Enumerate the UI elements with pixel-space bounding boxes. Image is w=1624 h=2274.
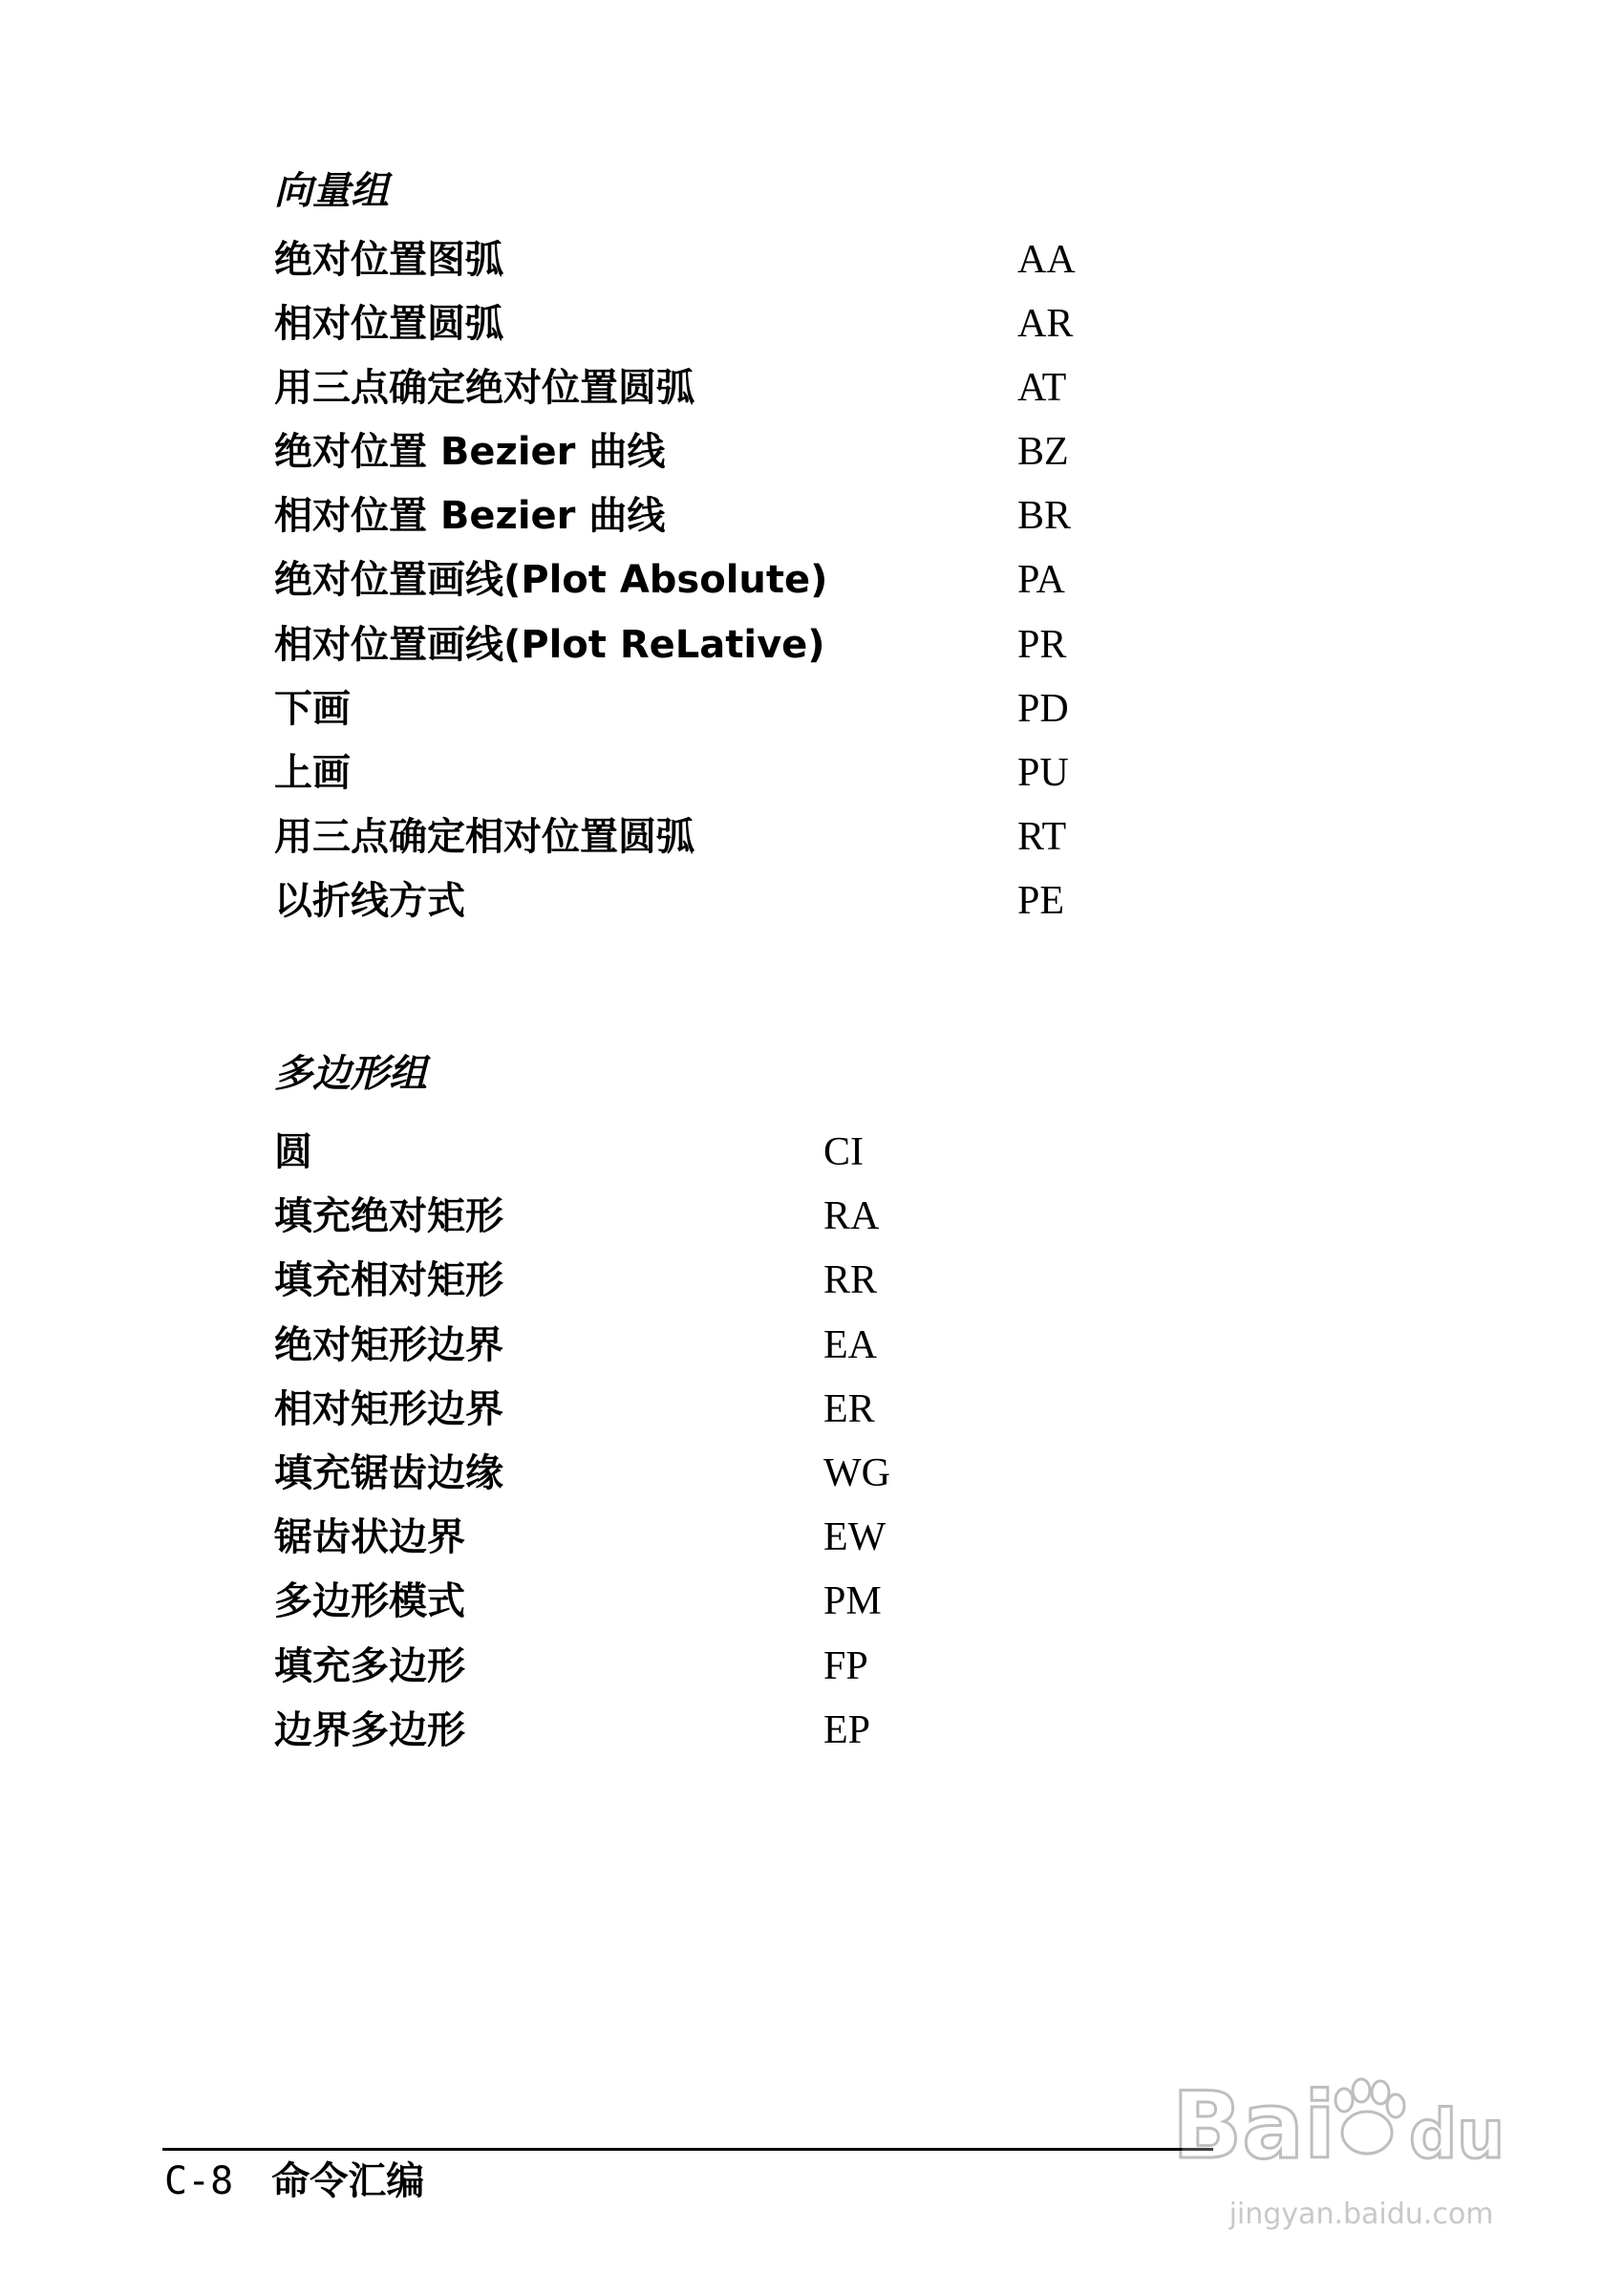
command-code: EW (823, 1515, 887, 1560)
command-description: 绝对矩形边界 (274, 1322, 503, 1367)
command-description: 圆 (274, 1130, 312, 1174)
command-code: BR (1017, 494, 1072, 539)
command-description: 填充锯齿边缘 (274, 1450, 503, 1495)
watermark-url: jingyan.baidu.com (1229, 2198, 1494, 2231)
command-code: WG (823, 1450, 890, 1495)
command-description: 上画 (274, 750, 351, 795)
command-code: RA (823, 1194, 880, 1239)
command-code: EA (823, 1322, 877, 1367)
command-description: 锯齿状边界 (274, 1515, 465, 1560)
vector-group-heading: 向量组 (274, 169, 389, 213)
command-code: PA (1017, 558, 1065, 603)
page-number: C-8 (164, 2159, 234, 2203)
polygon-group-heading: 多边形组 (274, 1052, 427, 1096)
command-code: PM (823, 1579, 882, 1624)
command-description: 相对位置画线(Plot ReLative) (274, 622, 825, 667)
command-description: 以折线方式 (274, 878, 465, 923)
command-description: 相对矩形边界 (274, 1386, 503, 1431)
command-code: PU (1017, 750, 1069, 795)
command-description: 用三点确定绝对位置圆弧 (274, 366, 694, 411)
command-code: EP (823, 1707, 871, 1752)
command-code: ER (823, 1386, 875, 1431)
command-code: CI (823, 1130, 864, 1174)
command-description: 相对位置 Bezier 曲线 (274, 494, 666, 539)
command-description: 边界多边形 (274, 1707, 465, 1752)
page-footer (164, 2155, 424, 2208)
command-code: BZ (1017, 430, 1069, 475)
command-description: 填充绝对矩形 (274, 1194, 503, 1239)
command-code: PE (1017, 878, 1065, 923)
command-code: RT (1017, 814, 1067, 859)
footer-divider (162, 2148, 1213, 2151)
baidu-jingyan-watermark (1170, 2054, 1552, 2245)
svg-text:Bai: Bai (1172, 2072, 1336, 2179)
command-description: 相对位置圆弧 (274, 302, 503, 347)
svg-text:du: du (1409, 2095, 1505, 2174)
command-description: 多边形模式 (274, 1579, 465, 1624)
command-description: 下画 (274, 686, 351, 731)
command-description: 绝对位置画线(Plot Absolute) (274, 558, 828, 603)
command-code: AA (1017, 238, 1076, 282)
command-description: 填充相对矩形 (274, 1258, 503, 1303)
command-code: AR (1017, 302, 1074, 347)
command-code: RR (823, 1258, 878, 1303)
command-code: FP (823, 1643, 868, 1688)
command-code: PR (1017, 622, 1067, 667)
command-description: 填充多边形 (274, 1643, 465, 1688)
chapter-title: 命令汇编 (271, 2159, 425, 2203)
command-description: 用三点确定相对位置圆弧 (274, 814, 694, 859)
command-description: 绝对位置图弧 (274, 238, 503, 282)
command-code: PD (1017, 686, 1069, 731)
baidu-paw-logo-icon (1170, 2054, 1552, 2188)
command-code: AT (1017, 366, 1067, 411)
command-description: 绝对位置 Bezier 曲线 (274, 430, 666, 475)
